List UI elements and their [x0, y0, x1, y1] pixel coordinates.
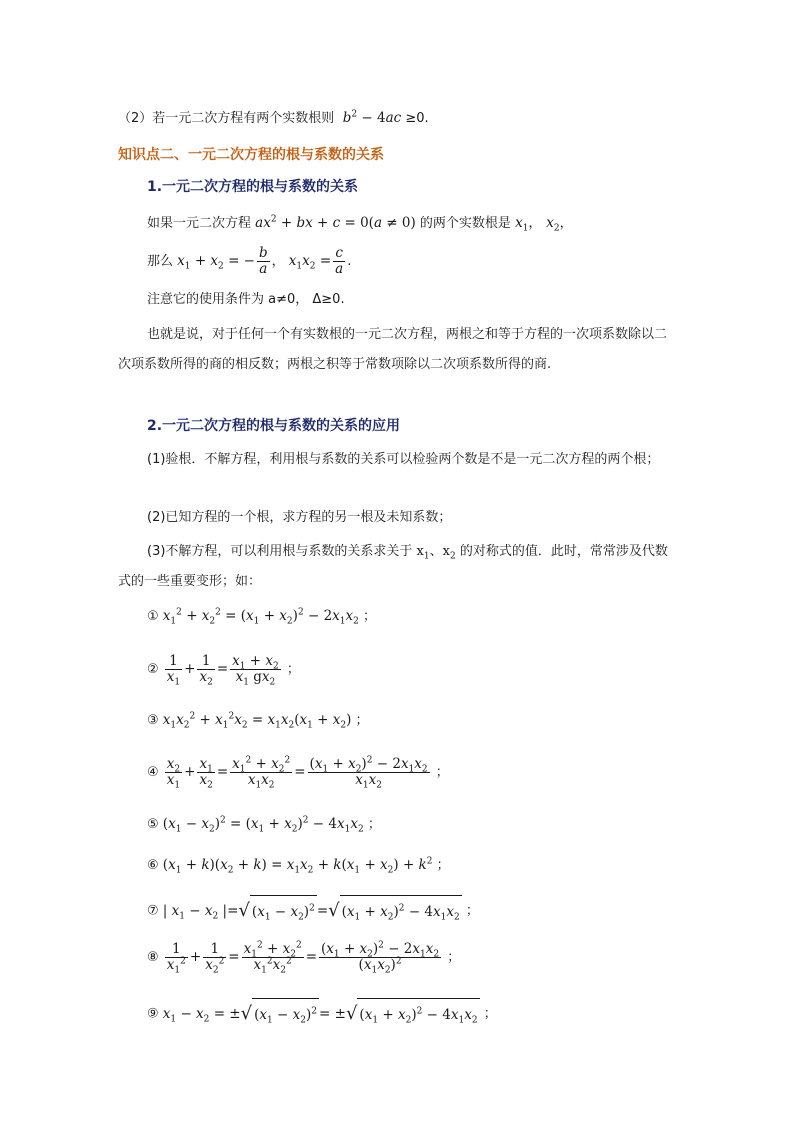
point1-item2 [118, 108, 429, 129]
identity-4: ④ $\frac{x_2}{x_1}$ + $\frac{x_1}{x_2}$ = $\frac{x_1^2 + x_2^2}{x_1x_2}$ = $\frac{(x_1 + x_2)^2 - 2x_1x_2}{x_1x_2}$ ； [147, 755, 449, 791]
section-title: 知识点二、一元二次方程的根与系数的关系 [118, 147, 384, 163]
vieta-formula-line: 那么 $x_1 + x_2$ = − $\frac{b}{a}$ ， $x_1x_2$ = $\frac{c}{a}$ . [147, 245, 352, 277]
vieta-definition-line: 如果一元二次方程 $ax^2$ + bx + c = 0(a ≠ 0) 的两个实数根是 $x_1$， $x_2$， [147, 214, 573, 234]
identity-3: ③ $x_1x_2^2 + x_1^2x_2 = x_1x_2(x_1 + x_2)$ ； [147, 711, 369, 731]
identity-7: ⑦ | $x_1 - x_2$ |=√ $(x_1 - x_2)^2$ =√ $(x_1 + x_2)^2 - 4x_1x_2$ ； [147, 895, 479, 927]
identity-9: ⑨ $x_1 - x_2$ = ±√ $(x_1 - x_2)^2$ = ±√ $(x_1 + x_2)^2 - 4x_1x_2$ ； [147, 998, 497, 1030]
identity-8: ⑧ $\frac{1}{x_1^2}$ + $\frac{1}{x_2^2}$ = $\frac{x_1^2 + x_2^2}{x_1^2x_2^2}$ = $\frac{(x_1 + x_2)^2 - 2x_1x_2}{(x_1x_2)^2}$ ； [147, 940, 461, 976]
usage-condition: 注意它的使用条件为 a≠0， Δ≥0. [147, 292, 345, 307]
roots-x1-x2: $x_1$， $x_2$ [515, 215, 560, 234]
sum-of-roots-formula: $x_1 + x_2$ = − $\frac{b}{a}$ [177, 245, 268, 277]
application-item-1: (1)验根．不解方程，利用根与系数的关系可以检验两个数是不是一元二次方程的两个根； [147, 452, 660, 467]
item2-condition: ≥0. [405, 111, 429, 126]
item2-text: （2）若一元二次方程有两个实数根则 [118, 111, 335, 126]
summary-paragraph: 也就是说，对于任何一个有实数根的一元二次方程，两根之和等于方程的一次项系数除以二次项系数所得的商的相反数；两根之积等于常数项除以二次项系数所得的商. [118, 327, 668, 372]
application-item-2: (2)已知方程的一个根，求方程的另一根及未知系数； [147, 510, 452, 525]
application-item-3: (3)不解方程，可以利用根与系数的关系求关于 $x_1$、$x_2$ 的对称式的值．此时，常常涉及代数式的一些重要变形；如： [118, 544, 668, 589]
subsection-title-1: 1.一元二次方程的根与系数的关系 [147, 179, 359, 195]
product-of-roots-formula: $x_1x_2$ = $\frac{c}{a}$ [288, 245, 344, 277]
identity-1: ① $x_1^2 + x_2^2 = (x_1 + x_2)^2 - 2x_1x_2$ ； [147, 607, 377, 627]
identity-6: ⑥ $(x_1 + k)(x_2 + k) = x_1x_2 + k(x_1 + x_2) + k^2$ ； [147, 856, 450, 876]
identity-5: ⑤ $(x_1 - x_2)^2 = (x_1 + x_2)^2 - 4x_1x_2$ ； [147, 815, 381, 835]
subsection-title-2: 2.一元二次方程的根与系数的关系的应用 [147, 418, 401, 434]
discriminant-expression: $b^2 - 4ac$ [338, 109, 402, 126]
identity-2: ② $\frac{1}{x_1}$ + $\frac{1}{x_2}$ = $\frac{x_1 + x_2}{x_1 gx_2}$ ； [147, 653, 300, 688]
quadratic-equation: $ax^2$ + bx + c = 0(a ≠ 0) [255, 214, 416, 231]
